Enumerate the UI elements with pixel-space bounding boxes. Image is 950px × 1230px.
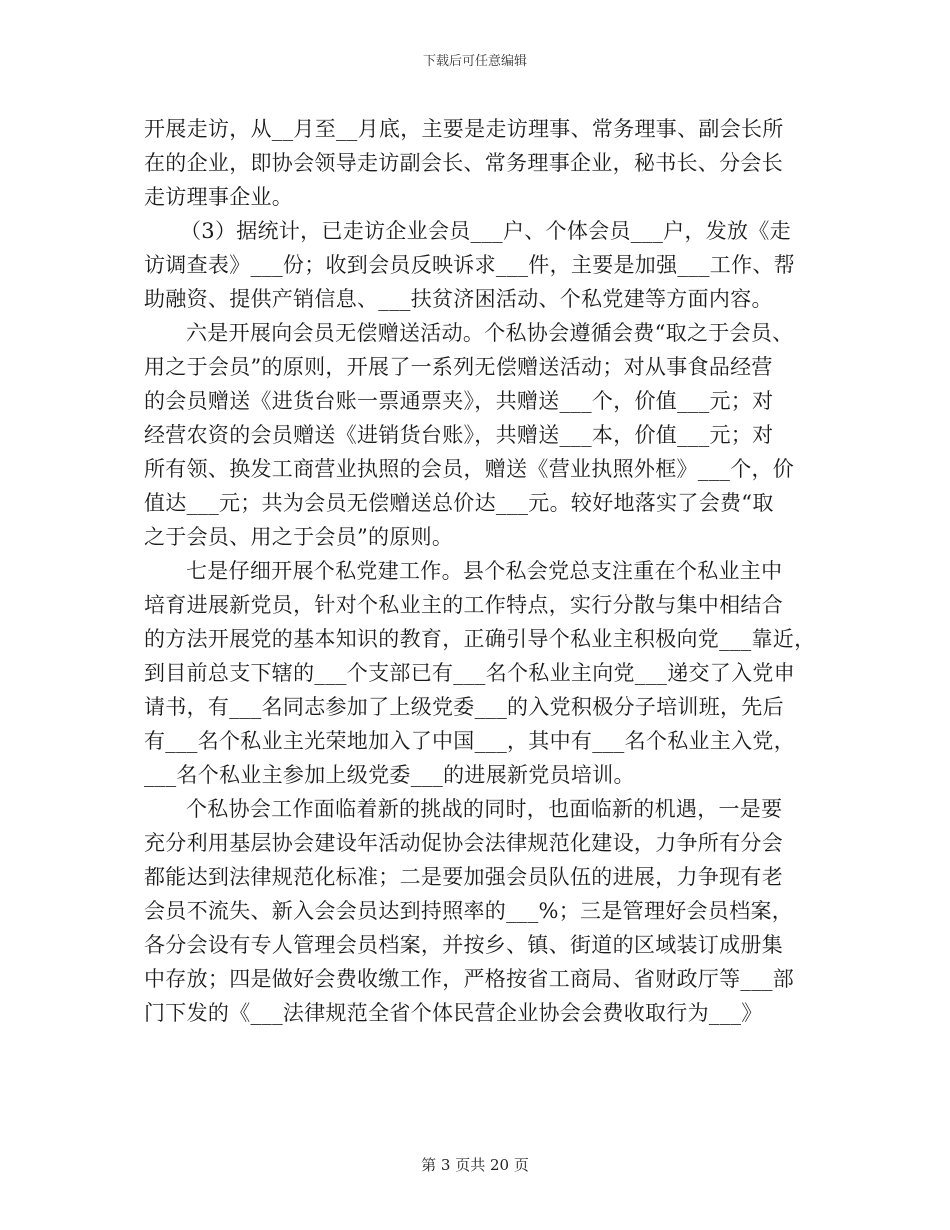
text-line: ___名个私业主参加上级党委___的进展新党员培训。 <box>144 763 635 787</box>
text-line: 走访理事企业。 <box>144 185 294 209</box>
text-line: 在的企业，即协会领导走访副会长、常务理事企业，秘书长、分会长 <box>144 151 783 175</box>
page-header: 下载后可任意编辑 <box>422 54 527 69</box>
text-line: （3）据统计，已走访企业会员___户、个体会员___户，发放《走 <box>180 219 791 243</box>
text-line: 的方法开展党的基本知识的教育，正确引导个私业主积极向党___靠近， <box>144 627 816 651</box>
text-line: 到目前总支下辖的___个支部已有___名个私业主向党___递交了入党申 <box>144 661 795 685</box>
text-line: 的会员赠送《进货台账一票通票夹》，共赠送___个，价值___元；对 <box>144 389 774 413</box>
text-line: 用之于会员”的原则，开展了一系列无偿赠送活动；对从事食品经营 <box>144 355 773 379</box>
text-line: 之于会员、用之于会员”的原则。 <box>144 525 454 549</box>
text-line: 助融资、提供产销信息、___扶贫济困活动、个私党建等方面内容。 <box>144 287 773 311</box>
text-line: 经营农资的会员赠送《进销货台账》，共赠送___本，价值___元；对 <box>144 423 774 447</box>
text-line: 所有领、换发工商营业执照的会员，赠送《营业执照外框》___个，价 <box>144 457 795 481</box>
text-line: 请书，有___名同志参加了上级党委___的入党积极分子培训班，先后 <box>144 695 784 719</box>
text-line: 中存放；四是做好会费收缴工作，严格按省工商局、省财政厅等___部 <box>144 967 795 991</box>
text-line: 开展走访，从__月至__月底，主要是走访理事、常务理事、副会长所 <box>144 117 784 141</box>
text-line: 六是开展向会员无偿赠送活动。个私协会遵循会费“取之于会员、 <box>186 321 794 345</box>
text-line: 各分会设有专人管理会员档案，并按乡、镇、街道的区域装订成册集 <box>144 933 783 957</box>
text-line: 充分利用基层协会建设年活动促协会法律规范化建设，力争所有分会 <box>144 831 783 855</box>
page-footer: 第 3 页共 20 页 <box>421 1156 529 1174</box>
text-line: 七是仔细开展个私党建工作。县个私会党总支注重在个私业主中 <box>186 559 783 583</box>
text-line: 会员不流失、新入会会员达到持照率的___%；三是管理好会员档案， <box>144 899 794 923</box>
text-line: 有___名个私业主光荣地加入了中国___，其中有___名个私业主入党， <box>144 729 795 753</box>
text-line: 培育进展新党员，针对个私业主的工作特点，实行分散与集中相结合 <box>144 593 783 617</box>
text-line: 都能达到法律规范化标准；二是要加强会员队伍的进展，力争现有老 <box>144 865 783 889</box>
text-line: 值达___元；共为会员无偿赠送总价达___元。较好地落实了会费“取 <box>144 491 774 515</box>
text-line: 个私协会工作面临着新的挑战的同时，也面临新的机遇，一是要 <box>186 797 783 821</box>
document-body <box>144 112 816 1030</box>
text-line: 访调查表》___份；收到会员反映诉求___件，主要是加强___工作、帮 <box>144 253 795 277</box>
text-line: 门下发的《___法律规范全省个体民营企业协会会费收取行为___》 <box>144 1001 763 1025</box>
